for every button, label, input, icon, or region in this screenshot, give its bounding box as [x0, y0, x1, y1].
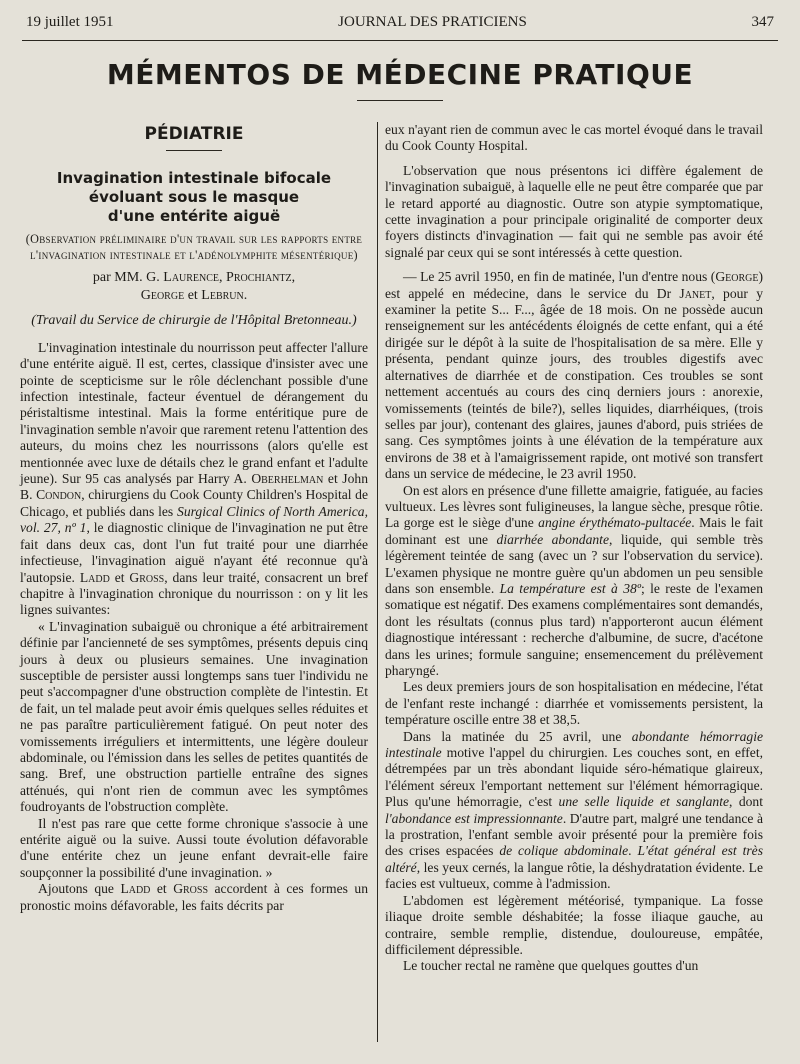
article-title-line-3: d'une entérite aiguë [107, 207, 281, 226]
text-run: , dont [729, 794, 763, 810]
section-rule [166, 150, 222, 151]
text-run: accordent à ces formes un pronostic moins défavorable, les faits décrits par [20, 881, 368, 913]
emphasis: La température est à 38º [499, 580, 642, 596]
author-name: George [140, 288, 185, 304]
text-run: On est alors en présence d'une fillette amaigrie, fatiguée, au facies vultueux. Les lèvres sont fuligineuses, la langue sèche, presque rôtie. La gorge est le siège d'une [385, 482, 763, 531]
body-paragraph: Les deux premiers jours de son hospitalisation en médecine, l'état de l'enfant reste inchangé : diarrhée et vomissements persistent, la température oscille entre 38 et 38,5. [385, 679, 763, 728]
spacer [385, 261, 763, 269]
author-name: Laurence [163, 270, 220, 286]
author-name: George [715, 269, 759, 285]
text-run: , pour y examiner la petite S... F..., âgée de 18 mois. On ne possède aucun renseignement sur les antécédents éloignés de cette enfant, qui a été dirigée sur le dépôt à la suite de l'hospitalisation de sa mère. Elle y présenta, pendant quinze jours, des troubles digestifs avec alternatives de diarrhée et de constipation. Ces troubles se sont nettement accentués au cours des cinq derniers jours : anorexie, vomissements (teintés de bile?), selles liquides, diarrhéiques, (trois selles par jour), contenant des glaires, jaunes d'abord, puis striées de sang. Ces symptômes joints à une élévation de la température aux environs de 38 et à l'amaigrissement rapide, ont motivé son transfert dans un service de médecine, le 23 avril 1950. [385, 285, 763, 482]
emphasis: angine érythémato-pultacée [538, 515, 692, 531]
emphasis: de colique abdominale [499, 843, 629, 859]
body-paragraph: eux n'ayant rien de commun avec le cas mortel évoqué dans le travail du Cook County Hospital. [385, 122, 763, 154]
journal-citation: Surgical Clinics of North America, vol. 27, nº 1 [20, 503, 368, 536]
text-run: . D'autre part, malgré une tendance à la prostration, l'enfant semble avoir présenté pour la première fois des crises espacées [385, 810, 763, 859]
left-column [20, 122, 368, 914]
issue-date: 19 juillet 1951 [26, 14, 114, 30]
column-divider [377, 122, 378, 1042]
text-run: et [109, 569, 130, 585]
authors-prefix: par MM. G. [92, 270, 164, 286]
text-run: motive l'appel du chirurgien. Les couches sont, en effet, détrempées par un très abondant liquide séro-hématique glaireux, l'élément séreux l'emportant nettement sur l'élément hémorragique. Plus qu'une hémorragie, c'est [385, 745, 763, 810]
text-run: . Mais le fait dominant est une [385, 515, 763, 547]
article-title [20, 169, 368, 226]
text-run: Ajoutons que [38, 881, 121, 897]
emphasis: une selle liquide et sanglante [558, 794, 730, 810]
page-number: 347 [751, 14, 774, 30]
author-name: Janet [679, 285, 712, 301]
text-run: , le diagnostic clinique de l'invagination ne put être fait dans deux cas, dont l'un fut traité pour une diarrhée infectieuse, l'invagination aiguë n'ayant été reconnue qu'à l'autopsie. [20, 520, 368, 585]
author-name: Oberhelman [251, 471, 324, 487]
body-paragraph: L'observation que nous présentons ici diffère également de l'invagination subaiguë, à laquelle elle ne peut être comparée que par le retard apporté au diagnostic. Outre son atypie symptomatique, cette invagination a pour principale originalité de comporter deux foyers distincts d'invagination — fait qui ne semble pas avoir été signalé par ceux qui se sont intéressés à cette question. [385, 162, 763, 260]
text-run: . [628, 843, 638, 859]
text-run: , dans leur traité, consacrent un bref chapitre à l'invagination chronique du nourrisson : on y lit les lignes suivantes: [20, 569, 368, 618]
article-subtitle: (Observation préliminaire d'un travail sur les rapports entre l'invagination intestinale et l'adénolymphite mésentérique) [25, 232, 363, 262]
author-name: Condon [36, 487, 82, 503]
text-run: , liquide, qui semble très légèrement teintée de sang (avec un ? sur l'observation du service). L'examen physique ne montre guère qu'un abdomen un peu sensible dans son ensemble. [385, 531, 763, 596]
text-run: ; le reste de l'examen somatique est négatif. Des examens complémentaires sont demandés, dont les résultats (connus plus tard) n'apporteront aucun élément diagnostique intéressant : recherche d'albumine, de sucre, d'acétone dans les urines; formule sanguine; ensemencement du prélèvement pharyngé. [385, 580, 763, 678]
article-authors: par MM. G. Laurence, Prochiantz, George et Lebrun. [92, 270, 296, 304]
text-run: , les yeux cernés, la langue rôtie, la déshydratation évidente. Le facies est vultueux, comme à l'admission. [385, 859, 763, 892]
body-paragraph [385, 729, 763, 893]
text-run: L'invagination intestinale du nourrisson peut affecter l'allure d'une entérite aiguë. Il est, certes, classique d'insister avec une pointe de scepticisme sur le rôle déclenchant possible d'une infection intestinale, facteur éventuel de dérangement du péristaltisme intestinal. Mais la forme entéritique pure de l'invagination semble n'avoir que rarement retenu l'attention des auteurs, du moins chez les nourrissons (alors qu'elle est mentionnée avec luxe de détails chez le grand enfant et l'adulte jeune). Sur 95 cas analysés par Harry A. [20, 339, 368, 487]
article-title-line-1: Invagination intestinale bifocale [56, 169, 332, 188]
quote-paragraph: Il n'est pas rare que cette forme chronique s'associe à une entérite aiguë ou la suive. Aussi toute évolution défavorable d'une entérite chez un jeune enfant devrait-elle faire soupçonner la possibilité d'une invagination. » [20, 815, 368, 880]
observation-paragraph [385, 269, 763, 482]
author-separator: et [184, 288, 202, 304]
body-paragraph: L'abdomen est légèrement météorisé, tympanique. La fosse iliaque droite semble déshabitée; la fosse iliaque gauche, au contraire, semble remplie, distendue, douloureuse, empâtée, difficilement dépressible. [385, 892, 763, 957]
text-run: — Le 25 avril 1950, en fin de matinée, l'un d'entre nous ( [403, 269, 716, 285]
author-name: Gross [173, 881, 209, 897]
emphasis: diarrhée abondante [496, 531, 609, 547]
emphasis: abondante hémorragie intestinale [385, 728, 764, 761]
right-column [385, 122, 763, 975]
text-run: et John B. [20, 471, 368, 503]
masthead-title: MÉMENTOS DE MÉDECINE PRATIQUE [106, 58, 694, 91]
running-head [26, 14, 774, 36]
section-title: PÉDIATRIE [144, 124, 244, 144]
quote-paragraph: « L'invagination subaiguë ou chronique a été arbitrairement définie par l'ancienneté de ses symptômes, présents depuis cinq jours à deux ou plusieurs semaines. Une invagination susceptible de persister aussi longtemps sans tuer l'individu ne peut s'accompagner d'une obstruction complète de l'intestin. Et de fait, un tel malade peut avoir émis quelques selles réduites et ne pas paraître particulièrement fatigué. On peut noter des vomissements irréguliers et intermittents, une légère douleur abdominale, ou l'émission dans les selles de petites quantités de sang. Bref, une obstruction partielle entraîne des signes atténués, qui n'ont rien de commun avec les symptômes foudroyants de l'obstruction complète. [20, 618, 368, 815]
emphasis: L'état général est très altéré [385, 843, 763, 875]
journal-name: JOURNAL DES PRATICIENS [338, 14, 527, 30]
author-name: Ladd [120, 881, 151, 897]
body-paragraph [385, 483, 763, 680]
header-rule [22, 40, 778, 41]
author-name: Prochiantz [226, 270, 292, 286]
body-paragraph [20, 340, 368, 619]
emphasis: l'abondance est impressionnante [385, 810, 563, 826]
author-name: Lebrun [201, 288, 244, 304]
author-name: Gross [129, 569, 165, 585]
spacer [385, 155, 763, 163]
article-affiliation: (Travail du Service de chirurgie de l'Hôpital Bretonneau.) [31, 313, 357, 329]
text-run: et [150, 881, 174, 897]
article-title-line-2: évoluant sous le masque [88, 188, 300, 207]
text-run: , chirurgiens du Cook County Children's Hospital de Chicago, et publiés dans les [20, 487, 368, 519]
body-paragraph: Le toucher rectal ne ramène que quelques gouttes d'un [403, 958, 699, 974]
body-paragraph [20, 881, 368, 914]
author-name: Ladd [79, 569, 110, 585]
masthead-rule [357, 100, 443, 101]
text-run: ) est appelé en médecine, dans le service du Dr [385, 269, 763, 301]
text-run: Dans la matinée du 25 avril, une [403, 728, 632, 744]
